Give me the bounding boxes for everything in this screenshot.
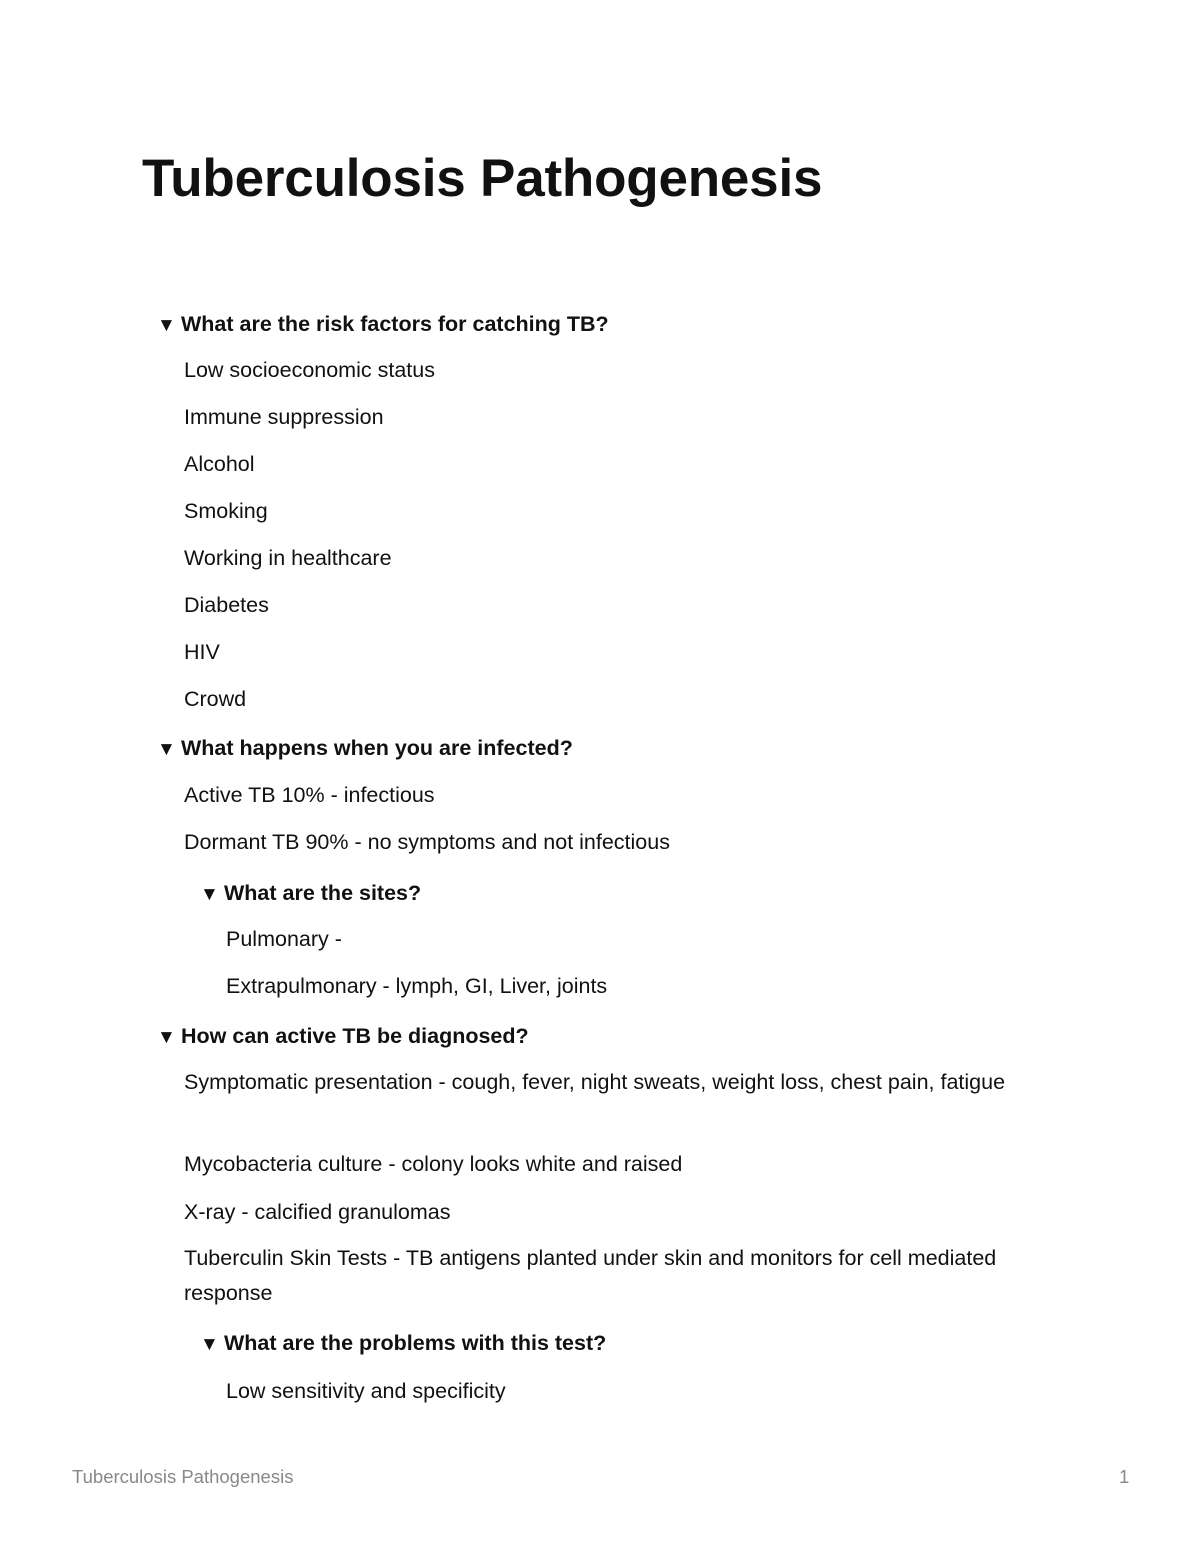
toggle-arrow-icon: ▼ [200,1334,219,1355]
list-item: HIV [184,640,220,664]
toggle-diagnosis[interactable] [157,1021,529,1053]
footer-document-title: Tuberculosis Pathogenesis [72,1466,294,1487]
list-item: Diabetes [184,593,269,617]
list-item: Low sensitivity and specificity [226,1379,506,1403]
list-item: Alcohol [184,452,255,476]
list-item: Immune suppression [184,405,384,429]
toggle-label: What are the problems with this test? [224,1331,607,1355]
list-item: Active TB 10% - infectious [184,783,435,807]
toggle-arrow-icon: ▼ [200,884,219,905]
toggle-label: What are the sites? [224,881,422,905]
list-item: Extrapulmonary - lymph, GI, Liver, joints [226,974,608,998]
toggle-label: What happens when you are infected? [181,736,573,760]
toggle-test-problems[interactable] [200,1328,606,1360]
footer-page-number: 1 [1119,1466,1130,1487]
list-item: Smoking [184,499,268,523]
list-item: Crowd [184,687,247,711]
toggle-risk-factors[interactable] [157,309,609,341]
toggle-sites[interactable] [200,878,421,910]
list-item: Pulmonary - [226,927,342,951]
toggle-infection[interactable] [157,733,573,765]
list-item: Tuberculin Skin Tests - TB antigens planted under skin and monitors for cell mediated response [184,1246,997,1305]
list-item: Dormant TB 90% - no symptoms and not infectious [184,830,670,854]
list-item: Symptomatic presentation - cough, fever, night sweats, weight loss, chest pain, fatigue [184,1070,1006,1094]
page-title: Tuberculosis Pathogenesis [142,149,823,208]
toggle-label: What are the risk factors for catching TB? [181,312,609,336]
toggle-label: How can active TB be diagnosed? [181,1024,529,1048]
list-item: X-ray - calcified granulomas [184,1200,451,1224]
toggle-arrow-icon: ▼ [157,315,176,336]
toggle-arrow-icon: ▼ [157,1027,176,1048]
toggle-arrow-icon: ▼ [157,739,176,760]
list-item: Working in healthcare [184,546,392,570]
list-item: Mycobacteria culture - colony looks white and raised [184,1152,683,1176]
list-item: Low socioeconomic status [184,358,435,382]
